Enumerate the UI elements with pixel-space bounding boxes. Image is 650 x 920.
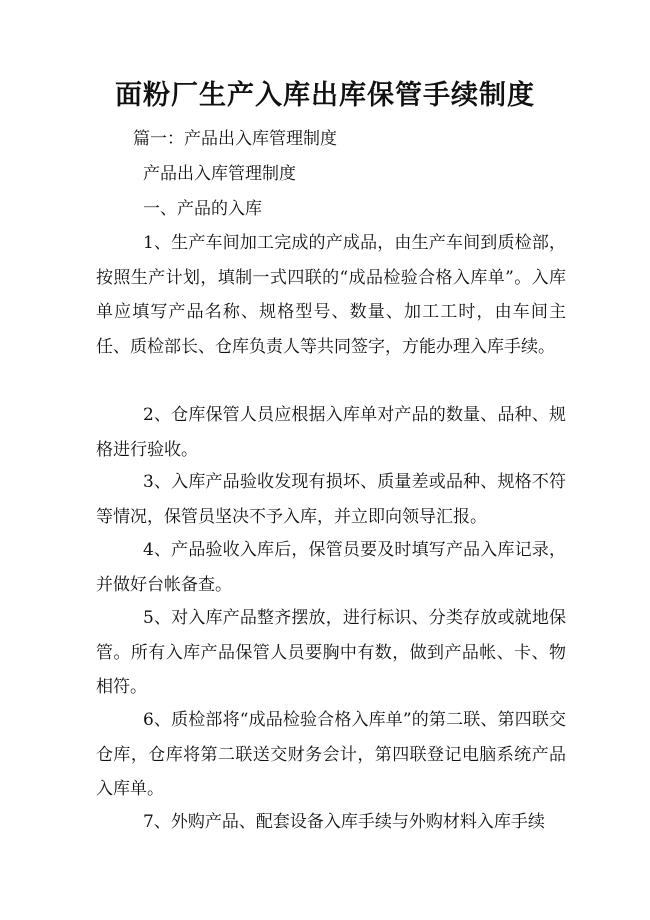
- document-title: 面粉厂生产入库出库保管手续制度: [115, 80, 535, 111]
- sub-heading: 产品出入库管理制度: [143, 164, 296, 184]
- paragraph-3: 3、入库产品验收发现有损坏、质量差或品种、规格不符等情况，保管员坚决不予入库，并立即向领导汇报。: [96, 472, 566, 527]
- paragraph-6: 6、质检部将“成品检验合格入库单”的第二联、第四联交仓库，仓库将第二联送交财务会计，第四联登记电脑系统产品入库单。: [96, 710, 566, 799]
- paragraph-5: 5、对入库产品整齐摆放，进行标识、分类存放或就地保管。所有入库产品保管人员要胸中有数，做到产品帐、卡、物相符。: [96, 608, 566, 697]
- paragraph-4: 4、产品验收入库后，保管员要及时填写产品入库记录，并做好台帐备查。: [96, 540, 566, 595]
- section-heading: 一、产品的入库: [143, 199, 262, 219]
- paragraph-1: 1、生产车间加工完成的产成品，由生产车间到质检部，按照生产计划，填制一式四联的“成品检验合格入库单”。入库单应填写产品名称、规格型号、数量、加工工时，由车间主任、质检部长、仓库负责人等共同签字，方能办理入库手续。: [96, 233, 566, 357]
- part-heading: 篇一：产品出入库管理制度: [133, 129, 337, 149]
- paragraph-2: 2、仓库保管人员应根据入库单对产品的数量、品种、规格进行验收。: [96, 405, 566, 460]
- paragraph-7: 7、外购产品、配套设备入库手续与外购材料入库手续: [143, 812, 545, 832]
